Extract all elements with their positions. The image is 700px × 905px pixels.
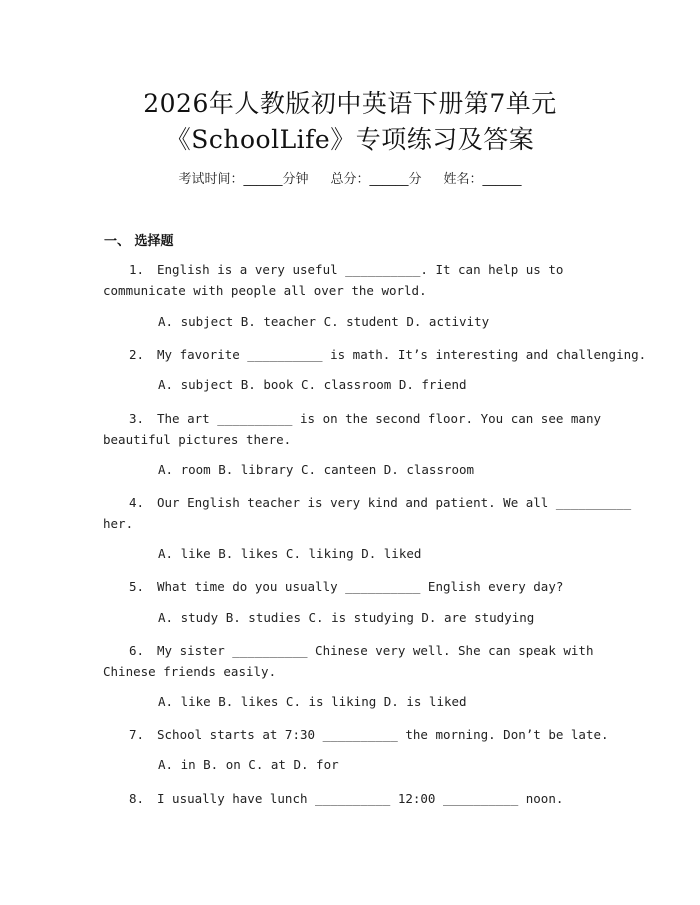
question-5-options: A. study B. studies C. is studying D. are studying xyxy=(158,610,535,625)
question-5 xyxy=(103,576,603,597)
question-text-line1: The art __________ is on the second floor. You can see many xyxy=(157,411,602,426)
question-6-options: A. like B. likes C. is liking D. is liked xyxy=(158,694,467,709)
question-4 xyxy=(103,492,632,534)
exam-time-field: 考试时间：______分钟 xyxy=(178,172,309,187)
question-text-line2: Chinese friends easily. xyxy=(103,664,277,679)
question-text-line1: Our English teacher is very kind and patient. We all __________ xyxy=(157,495,632,510)
question-number: 5. xyxy=(129,579,145,594)
question-1 xyxy=(103,259,603,301)
total-score-field: 总分：______分 xyxy=(330,172,422,187)
question-text-line2: her. xyxy=(103,516,134,531)
exam-info-row xyxy=(0,168,700,187)
question-4-options: A. like B. likes C. liking D. liked xyxy=(158,546,422,561)
question-2-options: A. subject B. book C. classroom D. friend xyxy=(158,377,467,392)
document-title-line2: 《SchoolLife》专项练习及答案 xyxy=(165,125,535,154)
question-number: 8. xyxy=(129,791,145,806)
name-field: 姓名：______ xyxy=(443,172,522,187)
question-number: 4. xyxy=(129,495,145,510)
question-number: 1. xyxy=(129,262,145,277)
question-6 xyxy=(103,640,603,682)
question-number: 6. xyxy=(129,643,145,658)
question-1-options: A. subject B. teacher C. student D. activity xyxy=(158,314,490,329)
question-8 xyxy=(103,788,603,809)
section-heading: 一、 选择题 xyxy=(104,234,174,249)
question-text-line1: I usually have lunch __________ 12:00 __________ noon. xyxy=(157,791,564,806)
question-3 xyxy=(103,408,603,450)
question-3-options: A. room B. library C. canteen D. classroom xyxy=(158,462,475,477)
question-text-line1: School starts at 7:30 __________ the morning. Don’t be late. xyxy=(157,727,609,742)
question-number: 3. xyxy=(129,411,145,426)
question-text-line1: My sister __________ Chinese very well. She can speak with xyxy=(157,643,594,658)
question-2 xyxy=(103,344,647,365)
question-text-line1: English is a very useful __________. It can help us to xyxy=(157,262,564,277)
question-number: 7. xyxy=(129,727,145,742)
question-7 xyxy=(103,724,609,745)
question-text-line2: beautiful pictures there. xyxy=(103,432,292,447)
question-text-line1: My favorite __________ is math. It’s interesting and challenging. xyxy=(157,347,647,362)
question-7-options: A. in B. on C. at D. for xyxy=(158,757,339,772)
question-text-line1: What time do you usually __________ English every day? xyxy=(157,579,564,594)
question-number: 2. xyxy=(129,347,145,362)
question-text-line2: communicate with people all over the world. xyxy=(103,283,427,298)
document-title-line1: 2026年人教版初中英语下册第7单元 xyxy=(143,89,557,118)
